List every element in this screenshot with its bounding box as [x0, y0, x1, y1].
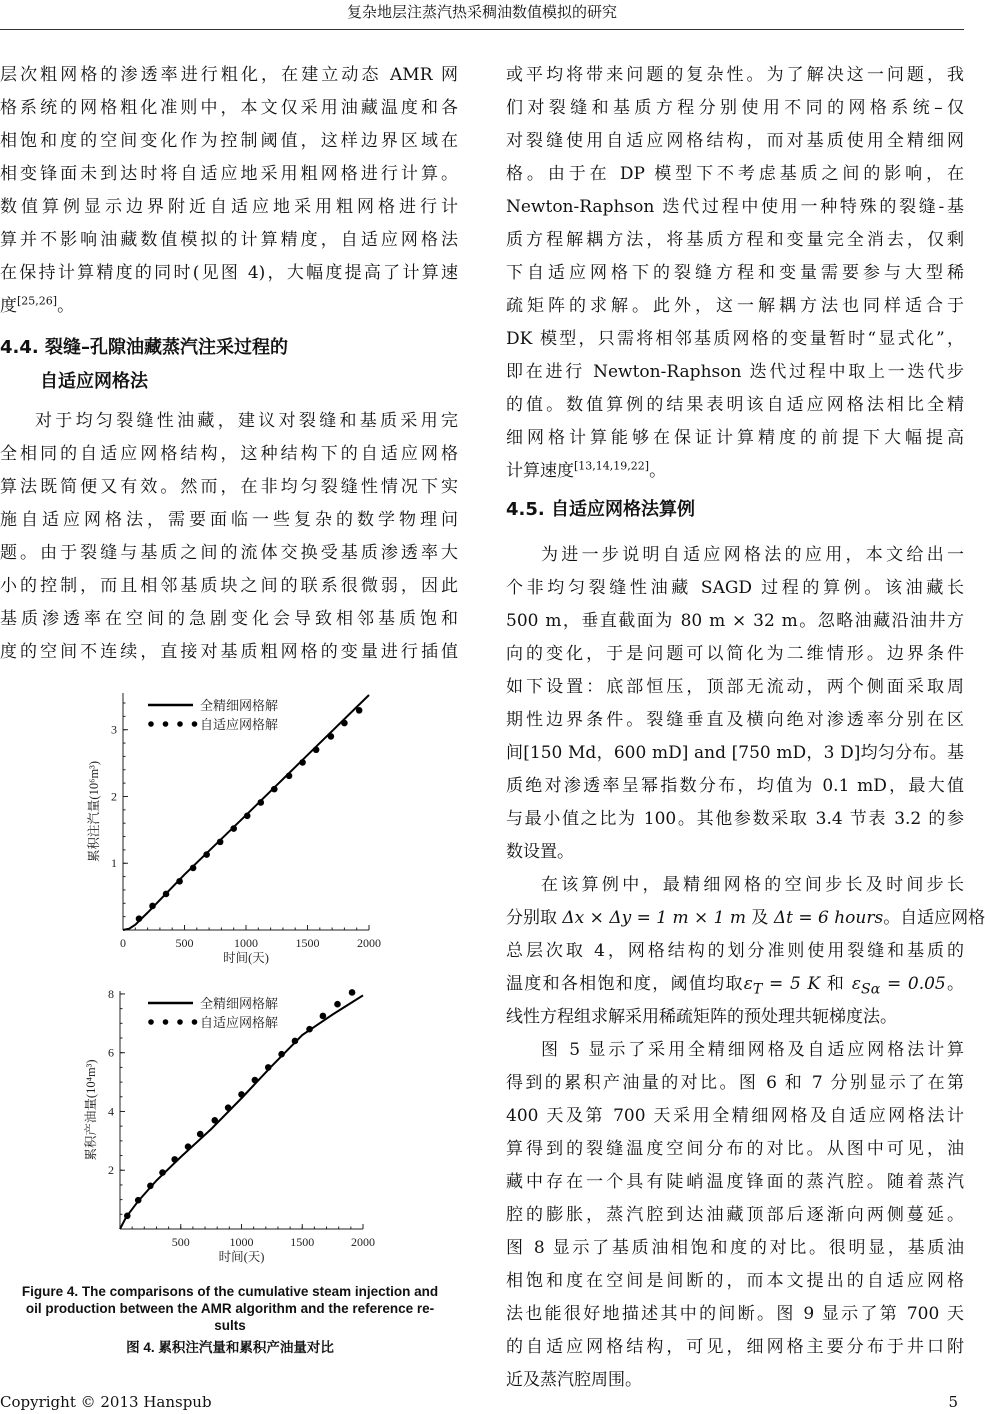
x-tick-label: 2000 [357, 936, 381, 950]
text-line: 相饱和度的空间变化作为控制阈值，这样边界区域在 [0, 131, 458, 151]
text-line: 即在进行 Newton-Raphson 迭代过程中取上一迭代步 [506, 362, 964, 382]
text-line: 细网格计算能够在保证计算精度的前提下大幅提高 [506, 428, 964, 448]
text-line: 计算速度[13,14,19,22]。 [506, 459, 667, 481]
text-line: 数设置。 [506, 842, 574, 862]
paragraph [506, 1034, 964, 1397]
text-line: 的值。数值算例的结果表明该自适应网格法相比全精 [506, 395, 964, 415]
legend-dot-swatch [177, 721, 183, 727]
x-axis-label: 时间(天) [223, 951, 269, 965]
data-point [286, 772, 293, 779]
paragraph [506, 869, 985, 1034]
data-point [211, 1117, 218, 1124]
y-axis-label: 累积产油量(10⁴m³) [84, 1059, 98, 1161]
text-line: 算得到的裂缝温度空间分布的对比。从图中可见，油 [506, 1139, 964, 1159]
text-line: 近及蒸汽腔周围。 [506, 1370, 642, 1390]
y-tick-label: 4 [108, 1104, 114, 1119]
equation: Δt = 6 hours [773, 908, 884, 928]
text-line: 温度和各相饱和度，阈值均取$\varepsilon_T = 5$ K 和 $\varepsilon_{S\alpha} = 0.05$。 [506, 974, 965, 998]
x-tick-label: 2000 [351, 1235, 375, 1249]
text-line: 质方程解耦方法，将基质方程和变量完全消去，仅剩 [506, 230, 964, 250]
text-line: 如下设置：底部恒压，顶部无流动，两个侧面采取周 [506, 677, 964, 697]
text-line: 层次粗网格的渗透率进行粗化，在建立动态 AMR 网 [0, 65, 458, 85]
data-point [244, 813, 251, 820]
data-point [292, 1038, 299, 1045]
data-point [238, 1091, 245, 1098]
text-line: 间[150 Md，600 mD] and [750 mD，3 D]均匀分布。基 [506, 743, 964, 763]
text-line: 度的空间不连续，直接对基质粗网格的变量进行插值 [0, 642, 458, 662]
data-point [252, 1077, 259, 1084]
data-point [171, 1156, 178, 1163]
text-line: 藏中存在一个具有陡峭温度锋面的蒸汽腔。随着蒸汽 [506, 1172, 964, 1192]
x-tick-label: 1500 [290, 1235, 315, 1249]
data-point [257, 799, 264, 806]
text-line: 法也能很好地描述其中的间断。图 9 显示了第 700 天 [506, 1304, 964, 1324]
x-tick-label: 500 [171, 1235, 190, 1249]
x-tick-label: 1500 [295, 936, 320, 950]
data-point [217, 839, 224, 846]
data-point [271, 786, 278, 793]
text-line: 们对裂缝和基质方程分别使用不同的网格系统–仅 [506, 98, 964, 118]
text-line: 算并不影响油藏数值模拟的计算精度，自适应网格法 [0, 230, 458, 250]
legend-dot-swatch [192, 1019, 198, 1025]
legend-label: 自适应网格解 [200, 717, 279, 732]
legend-label: 全精细网格解 [200, 698, 279, 713]
data-point [159, 1169, 166, 1176]
series-line [120, 995, 363, 1229]
data-point [349, 989, 356, 996]
equation: Δx × Δy = 1 m × 1 m [562, 908, 746, 928]
data-point [124, 1212, 131, 1219]
copyright: Copyright © 2013 Hanspub [0, 1393, 212, 1411]
data-point [230, 825, 237, 832]
data-point [278, 1051, 285, 1058]
x-tick-label: 0 [120, 936, 126, 950]
data-point [190, 865, 197, 872]
text-line: 格系统的网格粗化准则中，本文仅采用油藏温度和各 [0, 98, 458, 118]
legend-dot-swatch [148, 721, 154, 727]
legend-dot-swatch [163, 721, 169, 727]
paragraph [506, 539, 964, 869]
data-point [135, 1197, 142, 1204]
data-point [328, 733, 335, 740]
equation: $\varepsilon_T = 5$ K [743, 974, 821, 998]
legend-dot-swatch [163, 1019, 169, 1025]
citation: [13,14,19,22] [574, 459, 650, 473]
data-point [176, 878, 183, 885]
legend-label: 全精细网格解 [200, 996, 279, 1011]
section-heading-4-4: 4.4. 裂缝–孔隙油藏蒸汽注采过程的 [0, 337, 289, 358]
text-line: 与最小值之比为 100。其他参数采取 3.4 节表 3.2 的参 [506, 809, 964, 829]
data-point [163, 891, 170, 898]
text-line: 下自适应网格下的裂缝方程和变量需要参与大型稀 [506, 263, 964, 283]
text-line: DK 模型，只需将相邻基质网格的变量暂时“显式化”， [506, 329, 964, 349]
data-point [136, 915, 143, 922]
text-line: 施自适应网格法，需要面临一些复杂的数学物理问 [0, 510, 458, 530]
x-tick-label: 1000 [229, 1235, 254, 1249]
text-line: 对于均匀裂缝性油藏，建议对裂缝和基质采用完 [35, 411, 458, 431]
text-line: 小的控制，而且相邻基质块之间的联系很微弱，因此 [0, 576, 458, 596]
text-line: 相变锋面未到达时将自适应地采用粗网格进行计算。 [0, 164, 458, 184]
right-column [506, 59, 985, 1397]
text-line: 对裂缝使用自适应网格结构，而对基质使用全精细网 [506, 131, 964, 151]
text-line: 疏矩阵的求解。此外，这一解耦方法也同样适合于 [506, 296, 964, 316]
data-point [149, 903, 156, 910]
text-line: 度[25,26]。 [0, 294, 75, 316]
text-line: 在该算例中，最精细网格的空间步长及时间步长 [541, 875, 964, 895]
data-point [225, 1104, 232, 1111]
data-point [313, 746, 320, 753]
text-line: 的自适应网格结构，可见，细网格主要分布于井口附 [506, 1337, 964, 1357]
y-tick-label: 2 [108, 1163, 114, 1178]
text-line: 400 天及第 700 天采用全精细网格及自适应网格法计 [506, 1106, 964, 1126]
data-point [265, 1064, 272, 1071]
text-line: 腔的膨胀，蒸汽腔到达油藏顶部后逐渐向两侧蔓延。 [506, 1205, 964, 1225]
text-line: 分别取 Δx × Δy = 1 m × 1 m 及 Δt = 6 hours。自适应网格 [506, 908, 985, 928]
text-line: 在保持计算精度的同时(见图 4)，大幅度提高了计算速 [0, 263, 458, 283]
text-line: 题。由于裂缝与基质之间的流体交换受基质渗透率大 [0, 543, 458, 563]
text-line: 500 m，垂直截面为 80 m × 32 m。忽略油藏沿油井方 [506, 611, 964, 631]
data-point [147, 1183, 154, 1190]
equation: $\varepsilon_{S\alpha} = 0.05$ [851, 974, 946, 998]
text-line: 期性边界条件。裂缝垂直及横向绝对渗透率分别在区 [506, 710, 964, 730]
text-line: 图 8 显示了基质油相饱和度的对比。很明显，基质油 [506, 1238, 964, 1258]
text-line: 全相同的自适应网格结构，这种结构下的自适应网格 [0, 444, 458, 464]
text-line: 为进一步说明自适应网格法的应用，本文给出一 [541, 545, 964, 565]
text-line: 得到的累积产油量的对比。图 6 和 7 分别显示了在第 [506, 1073, 964, 1093]
legend-dot-swatch [177, 1019, 183, 1025]
data-point [320, 1013, 327, 1020]
data-point [341, 720, 348, 727]
legend-dot-swatch [192, 721, 198, 727]
text-line: Newton-Raphson 迭代过程中使用一种特殊的裂缝-基 [506, 197, 964, 217]
data-point [203, 851, 210, 858]
data-point [334, 1001, 341, 1008]
text-line: 总层次取 4，网格结构的划分准则使用裂缝和基质的 [506, 941, 964, 961]
y-tick-label: 2 [111, 789, 117, 804]
data-point [356, 707, 363, 714]
data-point [306, 1026, 313, 1033]
y-tick-label: 1 [111, 856, 117, 871]
text-line: 向的变化，于是问题可以简化为二维情形。边界条件 [506, 644, 964, 664]
figure-4-charts [0, 0, 460, 1414]
text-line: 质绝对渗透率呈幂指数分布，均值为 0.1 mD，最大值 [506, 776, 964, 796]
y-tick-label: 8 [108, 986, 114, 1001]
figure-caption-en: Figure 4. The comparisons of the cumulative steam injection and oil production between the AMR algorithm and the reference re- sults [21, 1284, 439, 1333]
text-line: 相饱和度在空间是间断的，而本文提出的自适应网格 [506, 1271, 964, 1291]
y-tick-label: 3 [111, 722, 117, 737]
data-point [299, 759, 306, 766]
text-line: 格。由于在 DP 模型下不考虑基质之间的影响，在 [506, 164, 964, 184]
data-point [197, 1131, 204, 1138]
section-heading-4-4-cont: 自适应网格法 [40, 371, 148, 392]
text-line: 算法既简便又有效。然而，在非均匀裂缝性情况下实 [0, 477, 458, 497]
text-line: 个非均匀裂缝性油藏 SAGD 过程的算例。该油藏长 [506, 578, 964, 598]
text-line: 或平均将带来问题的复杂性。为了解决这一问题，我 [506, 65, 964, 85]
x-tick-label: 500 [175, 936, 194, 950]
y-axis-label: 累积注汽量(10⁶m³) [87, 760, 101, 863]
data-point [185, 1143, 192, 1150]
legend-dot-swatch [148, 1019, 154, 1025]
text-line: 线性方程组求解采用稀疏矩阵的预处理共轭梯度法。 [506, 1007, 897, 1027]
section-heading-4-5: 4.5. 自适应网格法算例 [506, 499, 696, 520]
x-axis-label: 时间(天) [218, 1250, 265, 1264]
text-line: 数值算例显示边界附近自适应地采用粗网格进行计 [0, 197, 458, 217]
text-line: 图 5 显示了采用全精细网格及自适应网格法计算 [541, 1040, 964, 1060]
citation: [25,26] [17, 294, 58, 308]
running-header: 复杂地层注蒸汽热采稠油数值模拟的研究 [346, 3, 617, 21]
y-tick-label: 6 [108, 1045, 114, 1060]
text-line: 基质渗透率在空间的急剧变化会导致相邻基质饱和 [0, 609, 458, 629]
figure-caption-zh: 图 4. 累积注汽量和累积产油量对比 [126, 1340, 334, 1355]
x-tick-label: 1000 [234, 936, 258, 950]
legend-label: 自适应网格解 [200, 1015, 279, 1030]
page-number: 5 [948, 1393, 958, 1411]
paragraph [506, 59, 964, 455]
